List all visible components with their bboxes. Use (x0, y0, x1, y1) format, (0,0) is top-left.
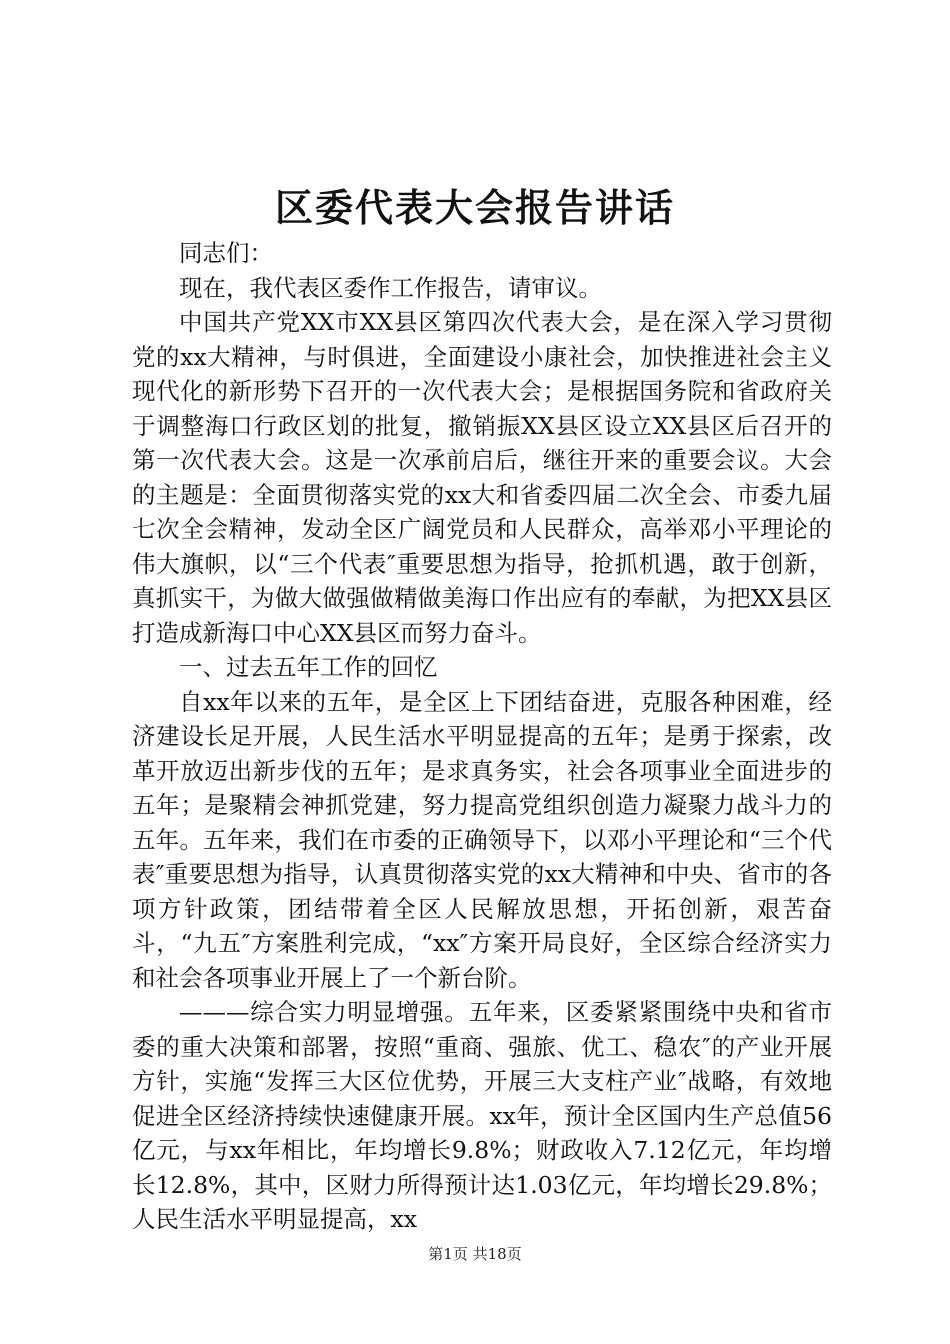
document-title: 区委代表大会报告讲话 (274, 185, 675, 230)
salutation-paragraph: 同志们： (179, 239, 273, 267)
section-heading: 一、过去五年工作的回忆 (179, 653, 438, 681)
congress-intro-paragraph: 中国共产党XX市XX县区第四次代表大会，是在深入学习贯彻党的xx大精神，与时俱进，全面建设小康社会，加快推进社会主义现代化的新形势下召开的一次代表大会；是根据国务院和省政府关于调整海口行政区划的批复，撤销振XX县区设立XX县区后召开的第一次代表大会。这是一次承前启后，继往开来的重要会议。大会的主题是：全面贯彻落实党的xx大和省委四届二次全会、市委九届七次全会精神，发动全区广阔党员和人民群众，高举邓小平理论的伟大旗帜，以“三个代表″重要思想为指导，抢抓机遇，敢于创新，真抓实干，为做大做强做精做美海口作出应有的奉献，为把XX县区打造成新海口中心XX县区而努力奋斗。 (132, 308, 832, 647)
strength-paragraph: ———综合实力明显增强。五年来，区委紧紧围绕中央和省市委的重大决策和部署，按照“重商、强旅、优工、稳农″的产业开展方针，实施“发挥三大区位优势，开展三大支柱产业″战略，有效地促进全区经济持续快速健康开展。xx年，预计全区国内生产总值56亿元，与xx年相比，年均增长9.8%；财政收入7.12亿元，年均增长12.8%，其中，区财力所得预计达1.03亿元，年均增长29.8%；人民生活水平明显提高，xx (132, 998, 832, 1233)
review-paragraph: 自xx年以来的五年，是全区上下团结奋进，克服各种困难，经济建设长足开展，人民生活水平明显提高的五年；是勇于探索，改革开放迈出新步伐的五年；是求真务实，社会各项事业全面进步的五年；是聚精会神抓党建，努力提高党组织创造力凝聚力战斗力的五年。五年来，我们在市委的正确领导下，以邓小平理论和“三个代表″重要思想为指导，认真贯彻落实党的xx大精神和中央、省市的各项方针政策，团结带着全区人民解放思想，开拓创新，艰苦奋斗，“九五″方案胜利完成，“xx″方案开局良好，全区综合经济实力和社会各项事业开展上了一个新台阶。 (132, 687, 832, 992)
document-body (132, 236, 832, 1237)
page-number-footer: 第1页 共18页 (428, 1245, 522, 1263)
opening-paragraph: 现在，我代表区委作工作报告，请审议。 (179, 273, 602, 302)
